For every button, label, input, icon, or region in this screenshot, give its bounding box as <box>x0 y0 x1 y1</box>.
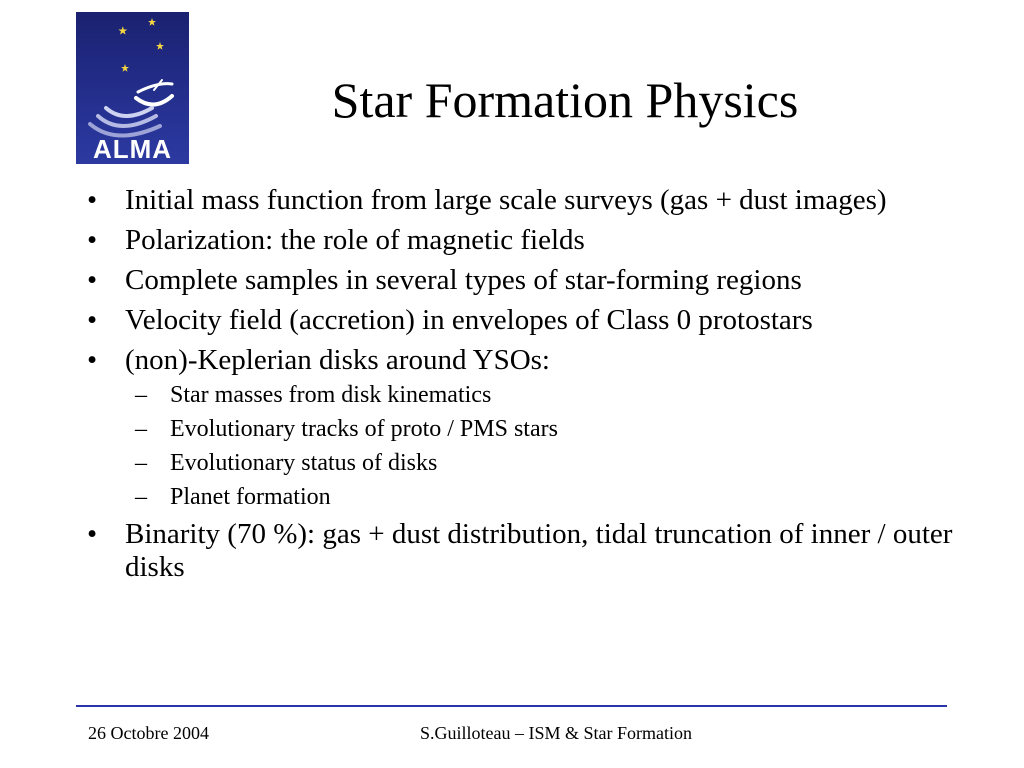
subbullet-text: Evolutionary status of disks <box>170 450 438 476</box>
bullet-list <box>84 184 964 584</box>
alma-logo-text: ALMA <box>92 134 173 164</box>
bullet-marker: • <box>87 344 98 376</box>
subbullet-item <box>125 449 964 477</box>
subbullet-marker: – <box>135 416 147 442</box>
subbullet-marker: – <box>135 450 147 476</box>
bullet-marker: • <box>87 304 98 336</box>
subbullet-item <box>125 381 964 409</box>
subbullet-marker: – <box>135 484 147 510</box>
bullet-text: Velocity field (accretion) in envelopes of Class 0 protostars <box>125 304 813 336</box>
subbullet-text: Planet formation <box>170 484 331 510</box>
bullet-item <box>84 224 964 257</box>
bullet-marker: • <box>87 184 98 216</box>
footer-author-title: S.Guilloteau – ISM & Star Formation <box>420 723 692 743</box>
slide-title: Star Formation Physics <box>331 72 799 128</box>
bullet-item <box>84 184 964 217</box>
bullet-item <box>84 264 964 297</box>
bullet-marker: • <box>87 224 98 256</box>
subbullet-item <box>125 483 964 511</box>
subbullet-list <box>125 381 964 511</box>
bullet-item <box>84 304 964 337</box>
alma-logo <box>76 12 189 164</box>
subbullet-item <box>125 415 964 443</box>
bullet-text: Polarization: the role of magnetic fields <box>125 224 585 256</box>
bullet-marker: • <box>87 264 98 296</box>
bullet-text: (non)-Keplerian disks around YSOs: <box>125 344 550 376</box>
bullet-item <box>84 518 964 584</box>
bullet-item <box>84 344 964 511</box>
slide-content <box>84 184 964 591</box>
footer-date: 26 Octobre 2004 <box>88 723 209 743</box>
bullet-text: Binarity (70 %): gas + dust distribution, tidal truncation of inner / outer disks <box>125 518 953 583</box>
bullet-marker: • <box>87 518 98 550</box>
subbullet-text: Evolutionary tracks of proto / PMS stars <box>170 416 558 442</box>
footer-divider <box>76 705 947 707</box>
bullet-text: Initial mass function from large scale surveys (gas + dust images) <box>125 184 887 216</box>
subbullet-marker: – <box>135 382 147 408</box>
subbullet-text: Star masses from disk kinematics <box>170 382 492 408</box>
bullet-text: Complete samples in several types of star-forming regions <box>125 264 802 296</box>
